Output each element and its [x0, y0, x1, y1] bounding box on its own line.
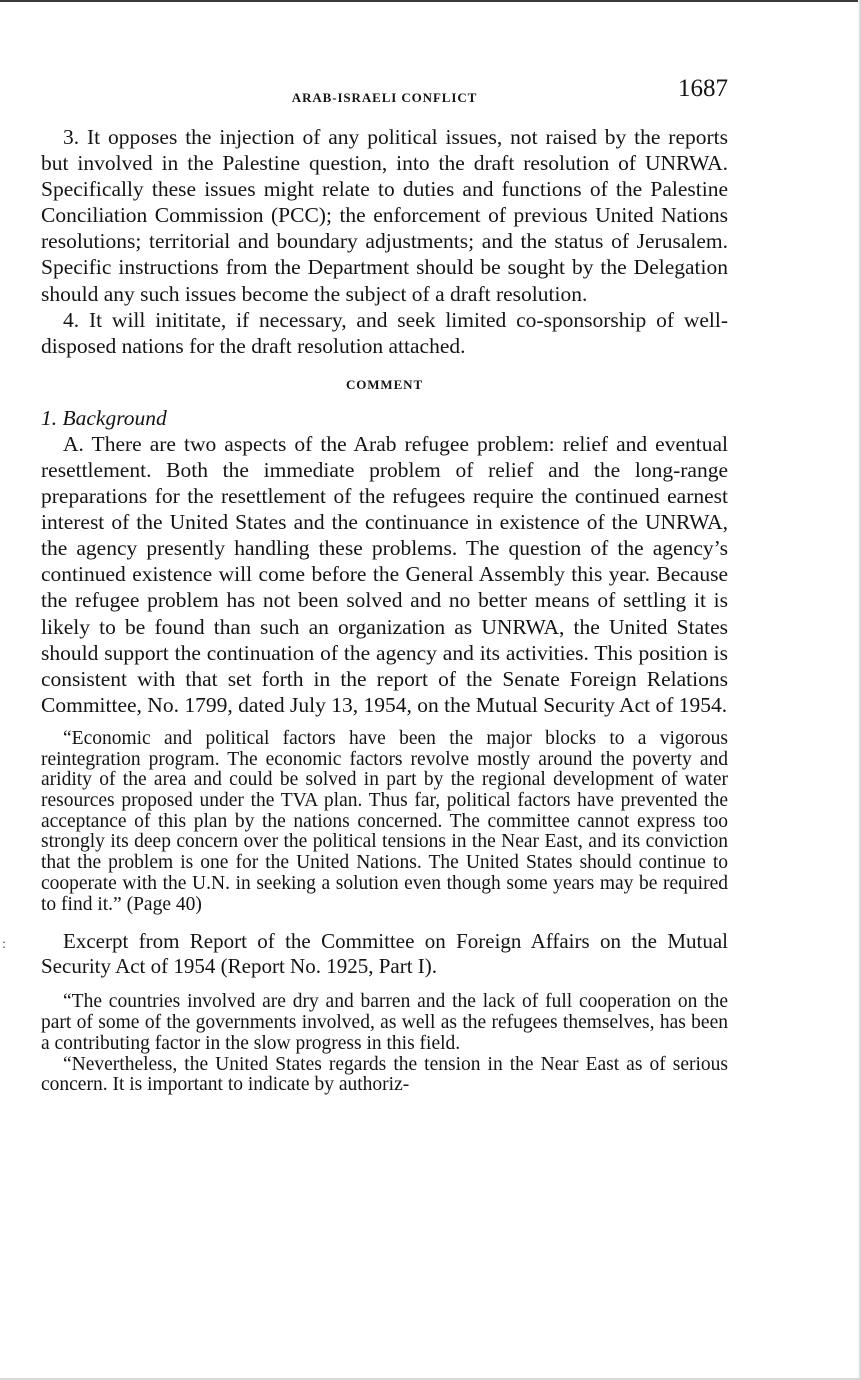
spacer — [41, 978, 728, 992]
paragraph-item-4: 4. It will inititate, if necessary, and seek limited co-sponsorship of well-disposed nations for the draft resolution attached. — [41, 307, 728, 358]
house-report-quote-1: “The countries involved are dry and barren and the lack of full cooperation on the part of some of the governments involved, as well as the refugees themselves, has been a contributing factor in the slow progress in this field. — [41, 991, 728, 1054]
excerpt-intro: Excerpt from Report of the Committee on Foreign Affairs on the Mutual Security Act of 1954 (Report No. 1925, Part I). — [41, 929, 728, 978]
running-title: ARAB-ISRAELI CONFLICT — [291, 90, 478, 105]
comment-heading: COMMENT — [345, 376, 424, 392]
spacer — [41, 915, 728, 929]
page-content — [41, 76, 728, 1096]
paragraph-background-a: A. There are two aspects of the Arab refugee problem: relief and eventual resettlement. Both the immediate problem of relief and the long-range preparations for the resettlement of the refugees require the continued earnest interest of the United States and the continuance in existence of the UNRWA, the agency presently handling these problems. The question of the agency’s continued existence will come before the General Assembly this year. Because the refugee problem has not been solved and no better means of settling it is likely to be found than such an organization as UNRWA, the United States should support the continuation of the agency and its activities. This position is consistent with that set forth in the report of the Senate Foreign Relations Committee, No. 1799, dated July 13, 1954, on the Mutual Security Act of 1954. — [41, 431, 728, 717]
paragraph-item-3: 3. It opposes the injection of any political issues, not raised by the reports but involved in the Palestine question, into the draft resolution of UNRWA. Specifically these issues might relate to duties and functions of the Palestine Conciliation Commission (PCC); the enforcement of previous United Nations resolutions; territorial and boundary adjustments; and the status of Jerusalem. Specific instructions from the Department should be sought by the Delegation should any such issues become the subject of a draft resolution. — [41, 125, 728, 306]
running-head — [41, 76, 728, 110]
margin-mark: : — [2, 937, 6, 952]
house-report-quote-2: “Nevertheless, the United States regards the tension in the Near East as of serious concern. It is important to indicate by authoriz- — [41, 1053, 728, 1096]
senate-report-quote: “Economic and political factors have been the major blocks to a vigorous reintegration program. The economic factors revolve mostly around the poverty and aridity of the area and could be solved in part by the regional development of water resources proposed under the TVA plan. Thus far, political factors have prevented the acceptance of this plan by the nations concerned. The committee cannot express too strongly its deep concern over the political tensions in the Near East, and its conviction that the problem is one for the United Nations. The United States should continue to cooperate with the U.N. in seeking a solution even though some years may be required to find it.” (Page 40) — [41, 727, 728, 915]
page-number: 1687 — [678, 75, 728, 102]
background-subheading: 1. Background — [41, 405, 167, 430]
page-top-edge — [0, 0, 861, 2]
